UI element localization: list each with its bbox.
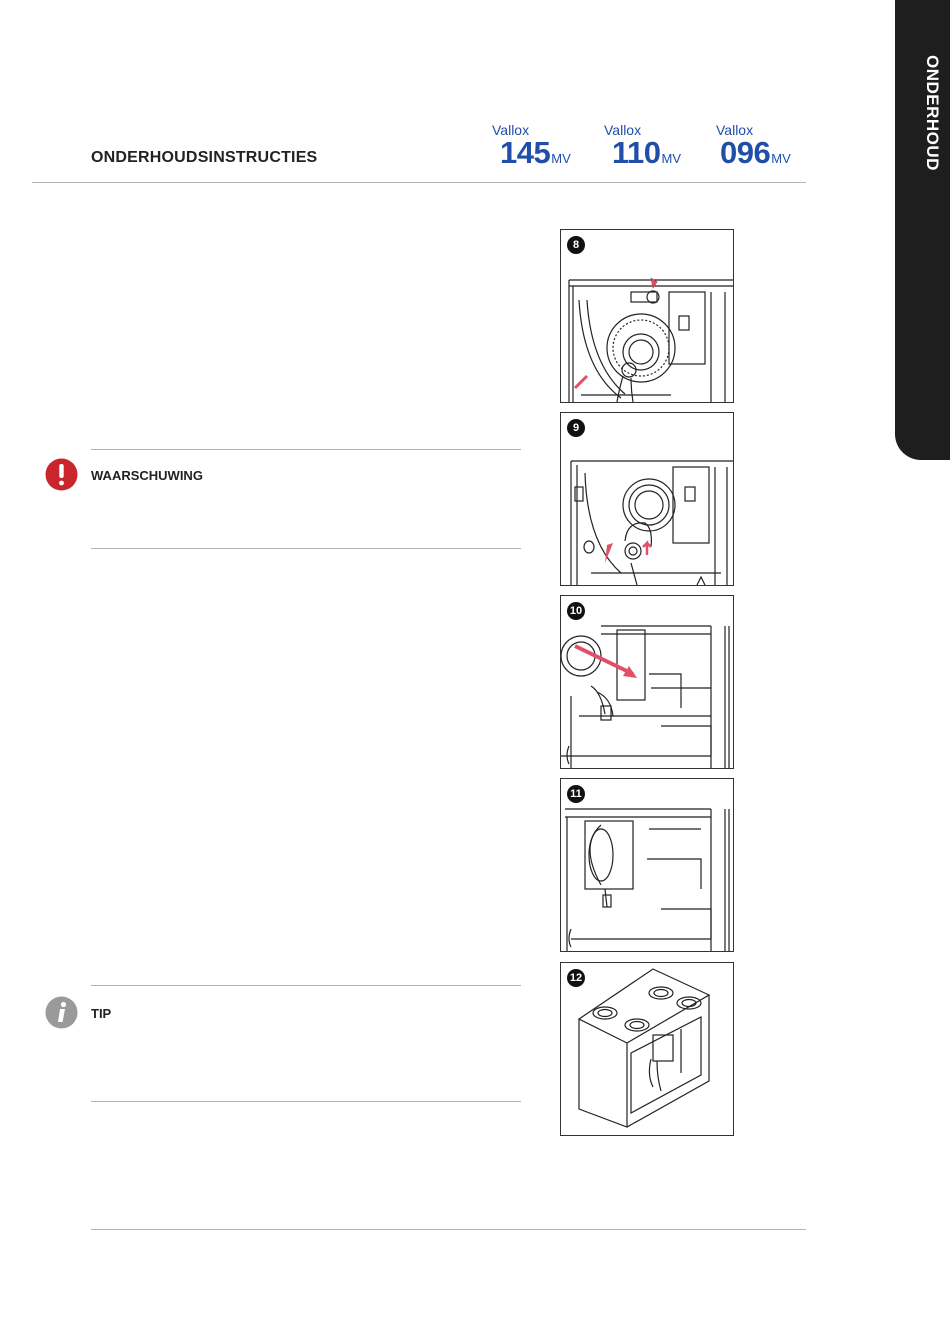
header-divider — [32, 182, 806, 183]
figure-9 — [560, 412, 734, 586]
model-logo-110: Vallox 110MV — [604, 122, 682, 170]
footer-divider — [91, 1229, 806, 1230]
figure-12 — [560, 962, 734, 1136]
figure-9-drawing — [561, 413, 733, 585]
warning-label: WAARSCHUWING — [91, 468, 203, 483]
figure-8-drawing — [561, 230, 733, 402]
figure-11-number: 11 — [567, 785, 585, 803]
figure-10 — [560, 595, 734, 769]
figure-11 — [560, 778, 734, 952]
tip-label: TIP — [91, 1006, 112, 1021]
figure-11-drawing — [561, 779, 733, 951]
page-section-title: ONDERHOUDSINSTRUCTIES — [91, 149, 318, 166]
info-icon — [45, 996, 78, 1034]
model-logo-145: Vallox 145MV — [492, 122, 571, 170]
tip-bottom-divider — [91, 1101, 521, 1102]
chapter-tab-label: ONDERHOUD — [923, 55, 942, 171]
model-logo-096: Vallox 096MV — [716, 122, 791, 170]
figure-10-number: 10 — [567, 602, 585, 620]
exclamation-icon — [45, 458, 78, 496]
figure-8 — [560, 229, 734, 403]
warning-top-divider — [91, 449, 521, 450]
chapter-tab — [895, 0, 950, 460]
figure-10-drawing — [561, 596, 733, 768]
warning-bottom-divider — [91, 548, 521, 549]
figure-8-number: 8 — [567, 236, 585, 254]
figure-12-drawing — [561, 963, 733, 1135]
figure-9-number: 9 — [567, 419, 585, 437]
tip-top-divider — [91, 985, 521, 986]
figure-12-number: 12 — [567, 969, 585, 987]
